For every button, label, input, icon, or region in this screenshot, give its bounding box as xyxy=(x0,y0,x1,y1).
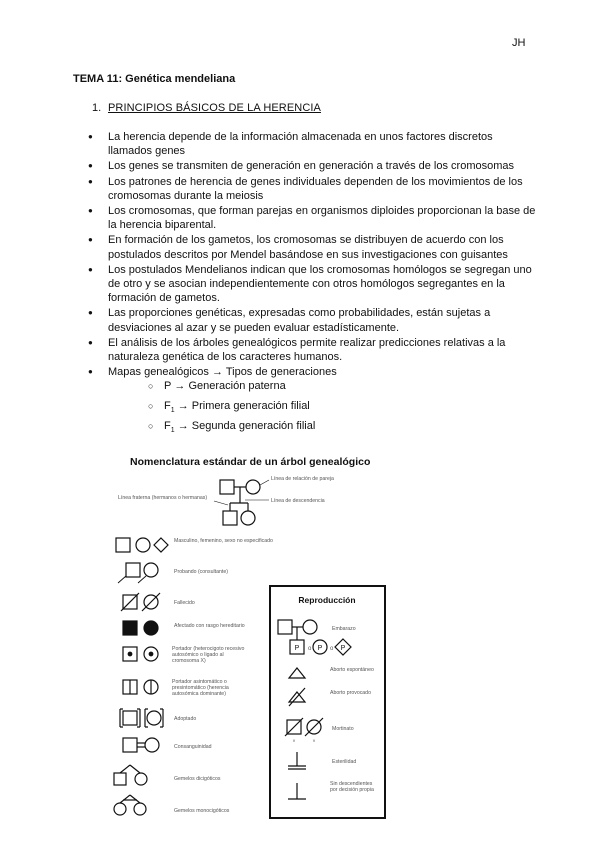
generation-desc: → Generación paterna xyxy=(171,380,286,393)
legend-label-box xyxy=(172,646,252,670)
adopted-circle-icon xyxy=(147,711,161,725)
legend-label: Adoptado xyxy=(174,716,197,722)
pregnancy-circle-icon xyxy=(303,620,317,634)
mating-line-label: Línea de relación de pareja xyxy=(271,476,334,482)
generation-item xyxy=(108,379,538,399)
consanguinity-circle-icon xyxy=(145,738,159,752)
generation-item xyxy=(108,399,538,419)
legend-label: Portador (heterocigoto recesivo autosómico o ligado al cromosoma X) xyxy=(172,646,245,664)
list-item: ● Los genes se transmiten de generación en generación a través de los cromosomas xyxy=(88,159,538,173)
section-label: PRINCIPIOS BÁSICOS DE LA HERENCIA xyxy=(108,102,321,114)
reproduction-label: Esterilidad xyxy=(332,759,357,765)
reproduction-label: Embarazo xyxy=(332,626,356,632)
square-icon xyxy=(220,480,234,494)
legend-label: Gemelos monocigóticos xyxy=(174,808,230,814)
list-item: ● La herencia depende de la información almacenada en unos factores discretos llamados genes xyxy=(88,130,538,158)
generation-desc: → Primera generación filial xyxy=(174,400,310,413)
list-item-text: Mapas genealógicos → Tipos de generaciones xyxy=(108,366,337,379)
generation-symbol: F xyxy=(164,400,171,413)
principles-list xyxy=(88,130,538,440)
generation-sub: 1 xyxy=(170,427,175,435)
figure-title: Nomenclatura estándar de un árbol genealógico xyxy=(130,456,371,468)
pregnancy-letter: P xyxy=(294,645,300,652)
adopted-square-icon xyxy=(123,711,137,725)
arrow-icon xyxy=(118,576,126,583)
pregnancy-letter: P xyxy=(317,645,323,652)
reproduction-label-box xyxy=(330,781,380,807)
reproduction-label: Aborto espontáneo xyxy=(330,667,374,673)
bracket-icon xyxy=(145,709,163,727)
twin-circle-icon xyxy=(114,803,126,815)
list-item: ● El análisis de los árboles genealógicos permite realizar predicciones relativas a la naturaleza genética de los caracteres humanos. xyxy=(88,336,538,364)
unknown-sex-icon xyxy=(154,538,168,552)
legend-label: Masculino, femenino, sexo no especificado xyxy=(174,538,273,544)
generation-desc: → Segunda generación filial xyxy=(174,419,316,432)
proband-square-icon xyxy=(126,563,140,577)
twin-circle-icon xyxy=(135,773,147,785)
sb-mark: v xyxy=(312,738,316,743)
affected-square-icon xyxy=(123,621,137,635)
square-icon xyxy=(223,511,237,525)
consanguinity-square-icon xyxy=(123,738,137,752)
reproduction-label: Mortinato xyxy=(332,726,354,732)
sb-mark: v xyxy=(292,738,296,743)
generation-item xyxy=(108,419,538,439)
female-icon xyxy=(136,538,150,552)
reproduction-title: Reproducción xyxy=(298,595,356,605)
pedigree-nomenclature-diagram xyxy=(108,450,488,825)
pedigree-figure xyxy=(108,450,488,830)
section-number: 1. xyxy=(92,102,102,114)
or-label: o xyxy=(330,646,334,652)
list-item: ● Las proporciones genéticas, expresadas como probabilidades, están sujetas a desviaciones al azar y se pueden evaluar estadísticamente. xyxy=(88,306,538,334)
dot-icon xyxy=(149,652,153,656)
legend-label: Afectado con rasgo hereditario xyxy=(174,623,245,629)
legend-label: Gemelos dicigóticos xyxy=(174,776,221,782)
pregnancy-square-icon xyxy=(278,620,292,634)
circle-icon xyxy=(246,480,260,494)
generations-list xyxy=(108,379,538,438)
legend-label: Portador asintomático o presintomático (herencia autosómica dominante) xyxy=(172,679,229,697)
reproduction-label-box xyxy=(330,690,382,706)
legend-label: Consanguinidad xyxy=(174,744,212,750)
legend-label-box xyxy=(172,679,252,703)
document-title: TEMA 11: Genética mendeliana xyxy=(73,73,236,85)
legend-label: Fallecido xyxy=(174,600,195,606)
list-item: ● Los cromosomas, que forman parejas en organismos diploides proporcionan la base de la herencia biparental. xyxy=(88,204,538,232)
reproduction-label-box xyxy=(330,667,382,683)
descent-line-label: Línea de descendencia xyxy=(271,498,325,504)
pregnancy-letter: P xyxy=(340,645,346,652)
list-item-genealogy xyxy=(88,365,538,438)
reproduction-label: Aborto provocado xyxy=(330,690,371,696)
generation-sub: 1 xyxy=(170,407,175,415)
affected-circle-icon xyxy=(144,621,158,635)
list-item: ● En formación de los gametos, los cromosomas se distribuyen de acuerdo con los postulados descritos por Mendel basándose en sus investigaciones con guisantes xyxy=(88,233,538,261)
list-item: ● Los postulados Mendelianos indican que los cromosomas homólogos se segregan uno de otro y se asocian independientemente con otros homólogos segregantes en la formación de gametos. xyxy=(88,263,538,306)
twin-square-icon xyxy=(114,773,126,785)
list-item: ● Los patrones de herencia de genes individuales dependen de los movimientos de los cromosomas durante la meiosis xyxy=(88,175,538,203)
proband-circle-icon xyxy=(144,563,158,577)
sibship-line-label: Línea fraterna (hermanos o hermanas) xyxy=(118,495,208,501)
circle-icon xyxy=(241,511,255,525)
abortion-triangle-icon xyxy=(289,668,305,678)
author-initials: JH xyxy=(512,37,526,49)
generation-symbol: P xyxy=(164,380,172,393)
legend-label: Probando (consultante) xyxy=(174,569,228,575)
twin-circle-icon xyxy=(134,803,146,815)
or-label: o xyxy=(308,646,312,652)
male-icon xyxy=(116,538,130,552)
reproduction-label: Sin descendientes por decisión propia xyxy=(330,781,374,793)
dot-icon xyxy=(128,652,132,656)
generation-symbol: F xyxy=(164,419,171,432)
section-heading xyxy=(92,102,321,114)
